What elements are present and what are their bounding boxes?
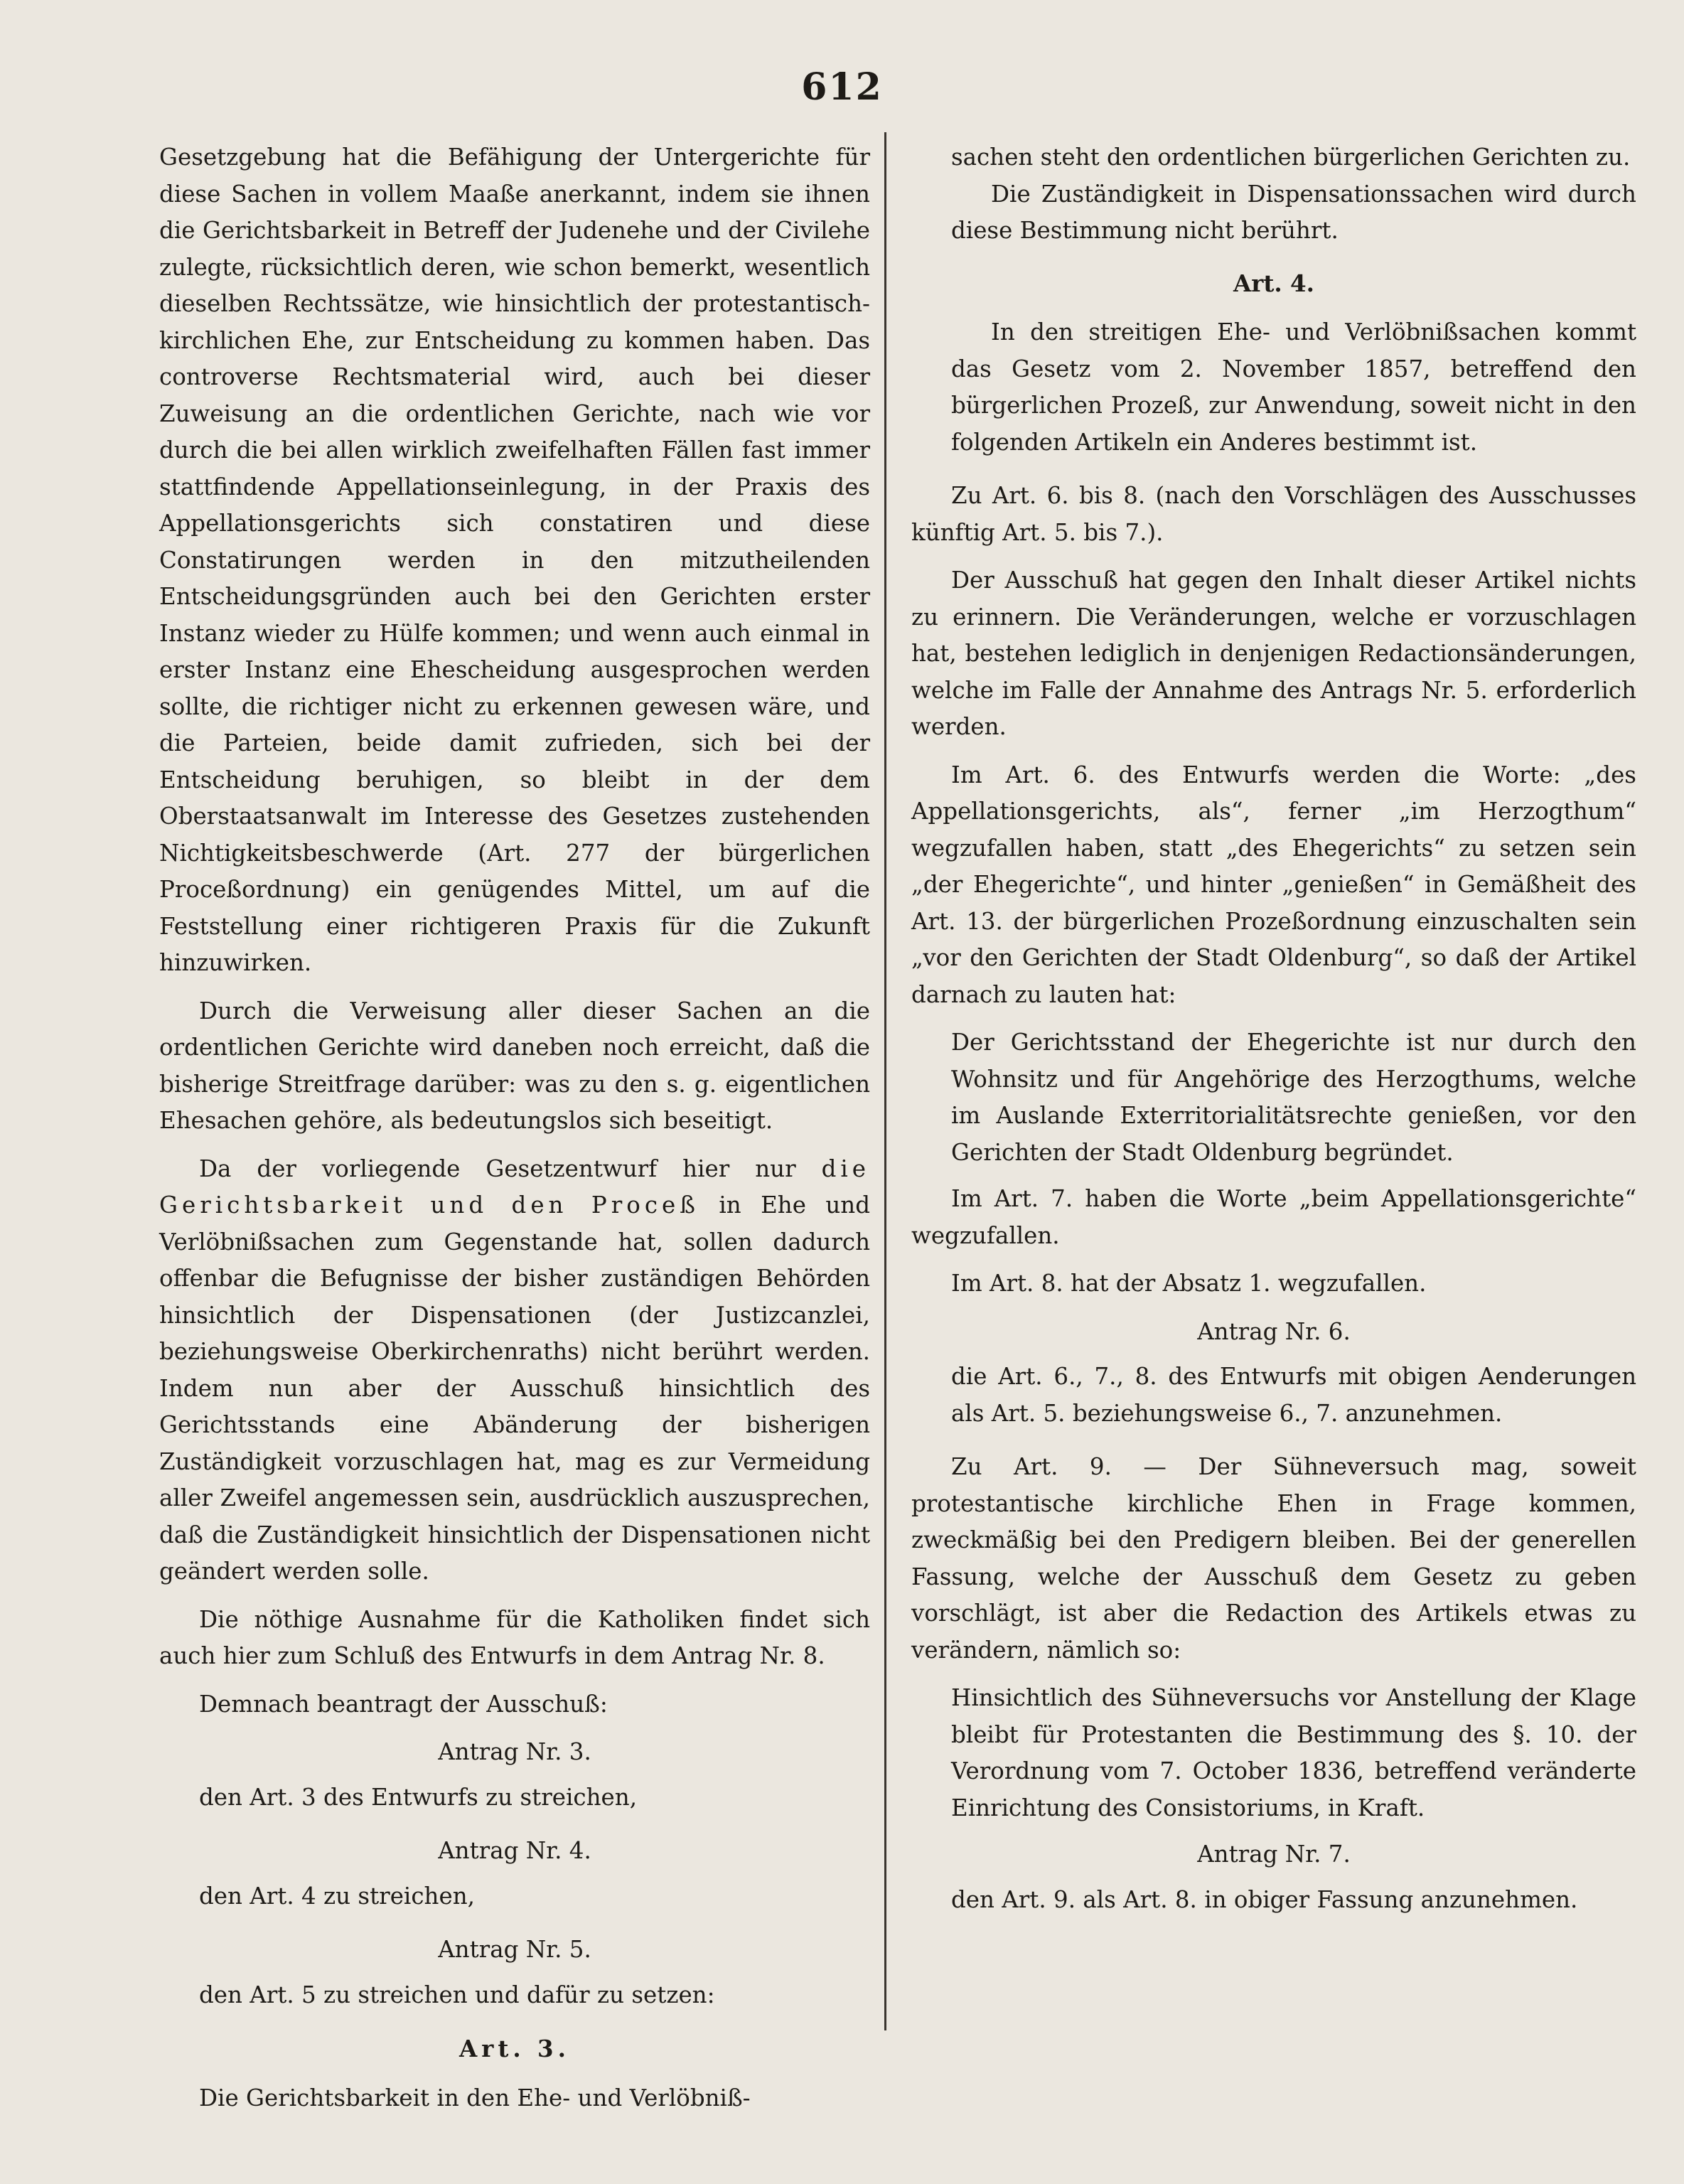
- quoted-article: Hinsichtlich des Sühneversuchs vor Anstellung der Klage bleibt für Protestanten die Bestimmung des §. 10. der Verordnung vom 7. October 1836, betreffend veränderte Einrichtung des Consistoriums, in Kraft.: [951, 1684, 1636, 1821]
- article-text: Die Zuständigkeit in Dispensationssachen wird durch diese Bestimmung nicht berührt.: [951, 180, 1636, 244]
- text-span: Da der vorliegende Gesetzentwurf hier nur: [199, 1155, 822, 1182]
- antrag-heading: Antrag Nr. 4.: [438, 1837, 591, 1864]
- antrag-heading: Antrag Nr. 3.: [438, 1738, 591, 1765]
- paragraph: [159, 1151, 870, 1590]
- antrag-body: die Art. 6., 7., 8. des Entwurfs mit obigen Aenderungen als Art. 5. beziehungsweise 6., 7. anzunehmen.: [951, 1363, 1636, 1427]
- left-column: [159, 139, 870, 2128]
- right-column: [911, 139, 1636, 1935]
- section-heading: Zu Art. 6. bis 8. (nach den Vorschlägen des Ausschusses künftig Art. 5. bis 7.).: [911, 482, 1636, 546]
- antrag-body: den Art. 9. als Art. 8. in obiger Fassung anzunehmen.: [951, 1885, 1578, 1913]
- spaced-text: die Gerichtsbarkeit und den Proceß: [159, 1155, 870, 1219]
- article-text: sachen steht den ordentlichen bürgerlichen Gerichten zu.: [951, 144, 1631, 171]
- article-heading: Art. 4.: [1233, 269, 1314, 297]
- article-text: In den streitigen Ehe- und Verlöbnißsachen kommt das Gesetz vom 2. November 1857, betreffend den bürgerlichen Prozeß, zur Anwendung, soweit nicht in den folgenden Artikeln ein Anderes bestimmt ist.: [951, 318, 1636, 456]
- paragraph: Im Art. 8. hat der Absatz 1. wegzufallen.: [951, 1270, 1427, 1297]
- antrag-heading: Antrag Nr. 7.: [1197, 1841, 1351, 1868]
- paragraph: Durch die Verweisung aller dieser Sachen an die ordentlichen Gerichte wird daneben noch erreicht, daß die bisherige Streitfrage darüber: was zu den s. g. eigentlichen Ehesachen gehöre, als bedeutungslos sich beseitigt.: [159, 997, 870, 1134]
- antrag-heading: Antrag Nr. 6.: [1197, 1317, 1351, 1345]
- antrag-body: den Art. 3 des Entwurfs zu streichen,: [199, 1783, 638, 1811]
- quoted-article: Der Gerichtsstand der Ehegerichte ist nur durch den Wohnsitz und für Angehörige des Herzogthums, welche im Auslande Exterritorialitätsrechte genießen, vor den Gerichten der Stadt Oldenburg begründet.: [951, 1029, 1636, 1166]
- paragraph: Zu Art. 9. — Der Sühneversuch mag, soweit protestantische kirchliche Ehen in Frage kommen, zweckmäßig bei den Predigern bleiben. Bei der generellen Fassung, welche der Ausschuß dem Gesetz zu geben vorschlägt, ist aber die Redaction des Artikels etwas zu verändern, nämlich so:: [911, 1453, 1636, 1664]
- antrag-body: den Art. 4 zu streichen,: [199, 1882, 475, 1910]
- text-span: in Ehe und Verlöbnißsachen zum Gegenstande hat, sollen dadurch offenbar die Befugnisse der bisher zuständigen Behörden hinsichtlich der Dispensationen (der Justizcanzlei, beziehungsweise Oberkirchenraths) nicht berührt werden. Indem nun aber der Ausschuß hinsichtlich des Gerichtsstands eine Abänderung der bisherigen Zuständigkeit vorzuschlagen hat, mag es zur Vermeidung aller Zweifel angemessen sein, ausdrücklich auszusprechen, daß die Zuständigkeit hinsichtlich der Dispensationen nicht geändert werden solle.: [159, 1192, 870, 1585]
- page-number: 612: [801, 65, 883, 109]
- paragraph: Der Ausschuß hat gegen den Inhalt dieser Artikel nichts zu erinnern. Die Veränderungen, welche er vorzuschlagen hat, bestehen lediglich in denjenigen Redactionsänderungen, welche im Falle der Annahme des Antrags Nr. 5. erforderlich werden.: [911, 567, 1636, 740]
- paragraph: Im Art. 6. des Entwurfs werden die Worte: „des Appellationsgerichts, als“, ferner „im Herzogthum“ wegzufallen haben, statt „des Ehegerichts“ zu setzen sein „der Ehegerichte“, und hinter „genießen“ in Gemäßheit des Art. 13. der bürgerlichen Prozeßordnung einzuschalten sein „vor den Gerichten der Stadt Oldenburg“, so daß der Artikel darnach zu lauten hat:: [911, 761, 1636, 1008]
- antrag-body: den Art. 5 zu streichen und dafür zu setzen:: [199, 1981, 715, 2008]
- paragraph: Im Art. 7. haben die Worte „beim Appellationsgerichte“ wegzufallen.: [911, 1185, 1636, 1249]
- antrag-heading: Antrag Nr. 5.: [438, 1936, 591, 1963]
- paragraph: Demnach beantragt der Ausschuß:: [199, 1690, 608, 1718]
- article-heading: Art. 3.: [459, 2035, 570, 2062]
- article-text: Die Gerichtsbarkeit in den Ehe- und Verlöbniß-: [199, 2084, 751, 2111]
- paragraph: Die nöthige Ausnahme für die Katholiken findet sich auch hier zum Schluß des Entwurfs in dem Antrag Nr. 8.: [159, 1605, 870, 1669]
- paragraph: Gesetzgebung hat die Befähigung der Untergerichte für diese Sachen in vollem Maaße anerkannt, indem sie ihnen die Gerichtsbarkeit in Betreff der Judenehe und der Civilehe zulegte, rücksichtlich deren, wie schon bemerkt, wesentlich dieselben Rechtssätze, wie hinsichtlich der protestantisch-kirchlichen Ehe, zur Entscheidung zu kommen haben. Das controverse Rechtsmaterial wird, auch bei dieser Zuweisung an die ordentlichen Gerichte, nach wie vor durch die bei allen wirklich zweifelhaften Fällen fast immer stattfindende Appellationseinlegung, in der Praxis des Appellationsgerichts sich constatiren und diese Constatirungen werden in den mitzutheilenden Entscheidungsgründen auch bei den Gerichten erster Instanz wieder zu Hülfe kommen; und wenn auch einmal in erster Instanz eine Ehescheidung ausgesprochen werden sollte, die richtiger nicht zu erkennen gewesen wäre, und die Parteien, beide damit zufrieden, sich bei der Entscheidung beruhigen, so bleibt in der dem Oberstaatsanwalt im Interesse des Gesetzes zustehenden Nichtigkeitsbeschwerde (Art. 277 der bürgerlichen Proceßordnung) ein genügendes Mittel, um auf die Feststellung einer richtigeren Praxis für die Zukunft hinzuwirken.: [159, 144, 870, 976]
- column-divider: [884, 132, 886, 2030]
